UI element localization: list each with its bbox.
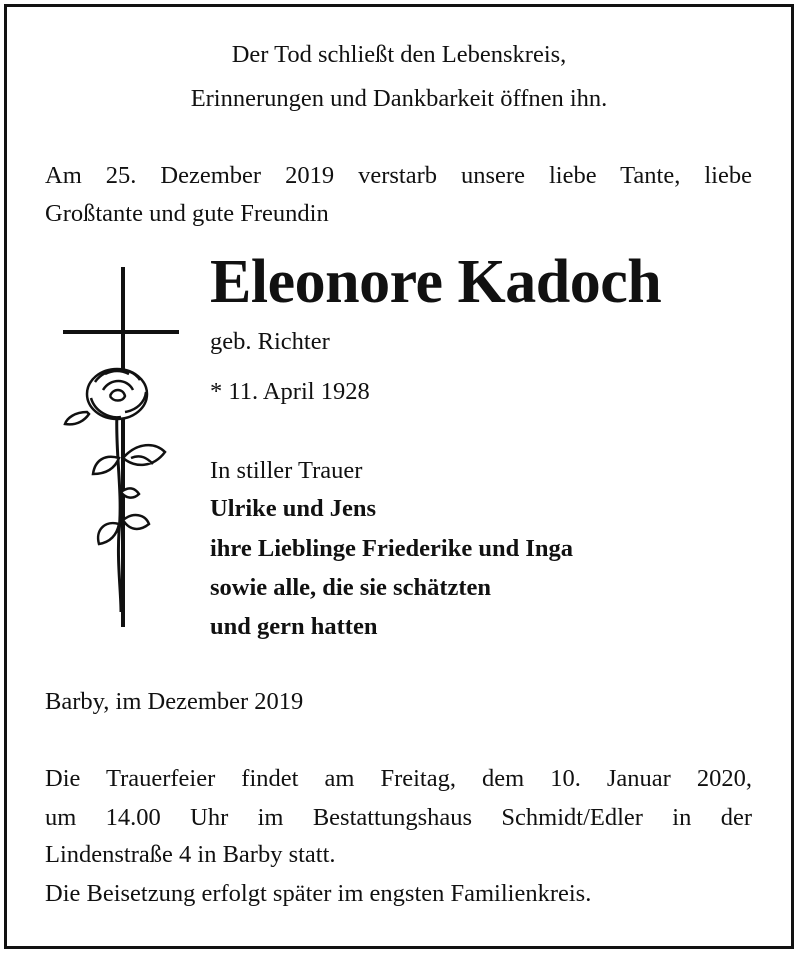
- place-date: Barby, im Dezember 2019: [45, 688, 304, 715]
- motto-line-2: Erinnerungen und Dankbarkeit öffnen ihn.: [190, 85, 608, 112]
- mourners-line-2: ihre Lieblinge Friederike und Inga: [210, 535, 573, 562]
- mourners-line-4: und gern hatten: [210, 613, 378, 640]
- funeral-line-2: um 14.00 Uhr im Bestattungshaus Schmidt/Edler in der: [45, 804, 752, 831]
- funeral-line-3: Lindenstraße 4 in Barby statt.: [45, 841, 336, 868]
- funeral-line-4: Die Beisetzung erfolgt später im engsten Familienkreis.: [45, 880, 592, 907]
- mourners-line-1: Ulrike und Jens: [210, 495, 377, 522]
- deceased-name: Eleonore Kadoch: [210, 248, 662, 316]
- motto-line-1: Der Tod schließt den Lebenskreis,: [231, 41, 567, 68]
- obituary-card: [4, 4, 794, 949]
- cross-with-rose-icon: [55, 262, 185, 632]
- birth-date: * 11. April 1928: [210, 378, 370, 405]
- mourners-line-3: sowie alle, die sie schätzten: [210, 574, 492, 601]
- maiden-name: geb. Richter: [210, 328, 330, 355]
- mourners-intro: In stiller Trauer: [210, 457, 363, 484]
- intro-line-1: Am 25. Dezember 2019 verstarb unsere liebe Tante, liebe: [45, 162, 752, 189]
- intro-line-2: Großtante und gute Freundin: [45, 200, 329, 227]
- funeral-line-1: Die Trauerfeier findet am Freitag, dem 10. Januar 2020,: [45, 765, 752, 792]
